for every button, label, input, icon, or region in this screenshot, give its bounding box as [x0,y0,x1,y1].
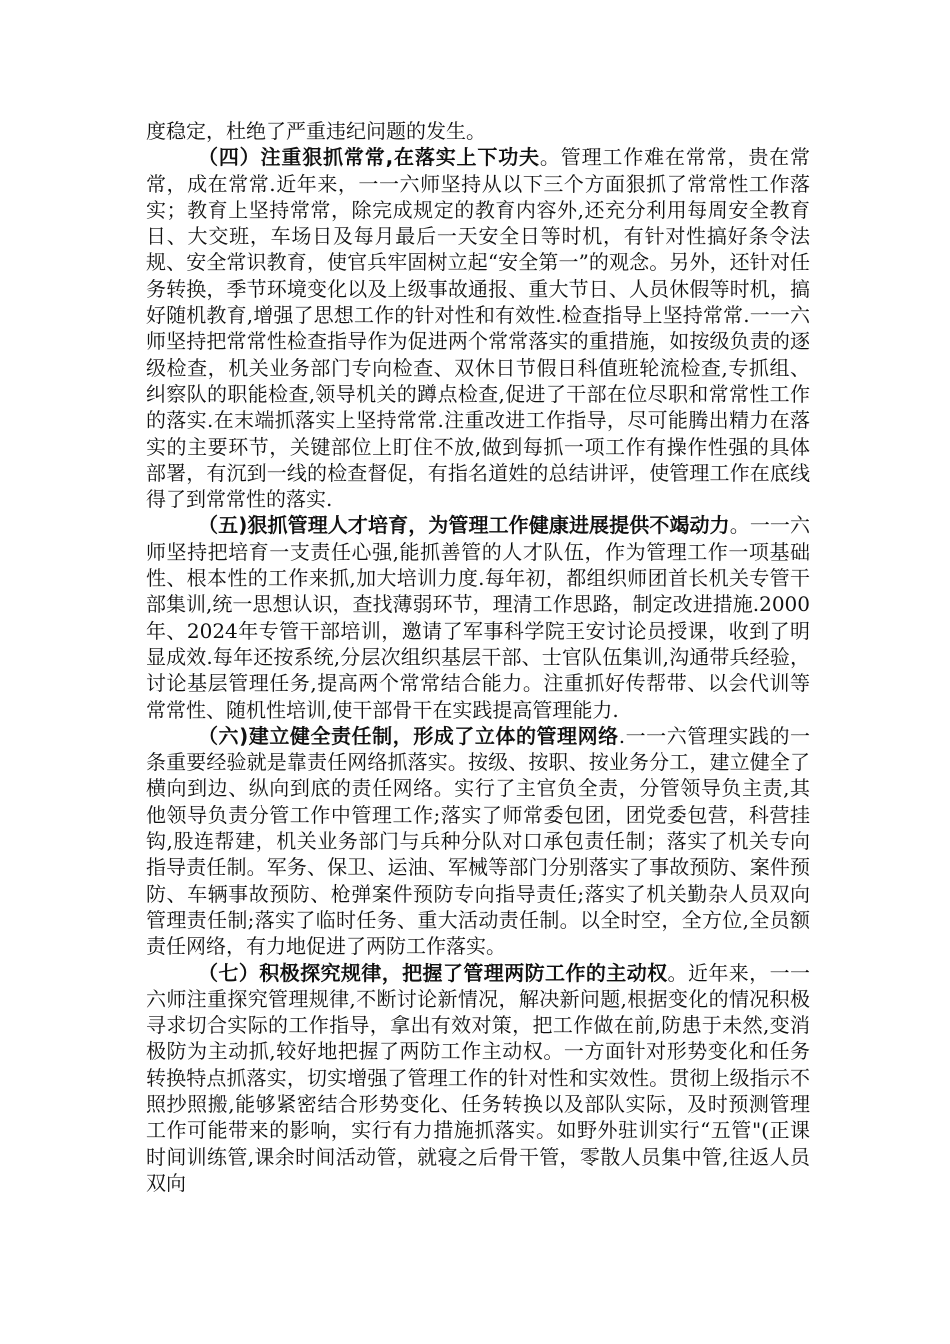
paragraph-section-7 [146,960,810,1197]
paragraph-body: .一一六管理实践的一条重要经验就是靠责任网络抓落实。按级、按职、按业务分工，建立健全了横向到边、纵向到底的责任网络。实行了主官负全责，分管领导负主责,其他领导负责分管工作中管理工作;落实了师常委包团，团党委包营，科营挂钩,股连帮建，机关业务部门与兵种分队对口承包责任制；落实了机关专向指导责任制。军务、保卫、运油、军械等部门分别落实了事故预防、案件预防、车辆事故预防、枪弹案件预防专向指导责任;落实了机关勤杂人员双向管理责任制;落实了临时任务、重大活动责任制。以全时空，全方位,全员额责任网络，有力地促进了两防工作落实。 [146,723,811,959]
paragraph-body: 。管理工作难在常常，贵在常常，成在常常.近年来，一一六师坚持从以下三个方面狠抓了常常性工作落实；教育上坚持常常，除完成规定的教育内容外,还充分利用每周安全教育日、大交班，车场日及每月最后一天安全日等时机，有针对性搞好条令法规、安全常识教育，使官兵牢固树立起“安全第一”的观念。另外，还针对任务转换，季节环境变化以及上级事故通报、重大节日、人员休假等时机，搞好随机教育,增强了思想工作的针对性和有效性.检查指导上坚持常常.一一六师坚持把常常性检查指导作为促进两个常常落实的重措施，如按级负责的逐级检查，机关业务部门专向检查、双休日节假日科值班轮流检查,专抓组、纠察队的职能检查,领导机关的蹲点检查,促进了干部在位尽职和常常性工作的落实.在末端抓落实上坚持常常.注重改进工作指导，尽可能腾出精力在落实的主要环节，关键部位上盯住不放,做到每抓一项工作有操作性强的具体部署，有沉到一线的检查督促，有指名道姓的总结讲评，使管理工作在底线得了到常常性的落实. [146,145,810,512]
section-heading: （七）积极探究规律，把握了管理两防工作的主动权 [198,960,668,985]
paragraph-section-5 [146,512,810,722]
document-page [146,118,810,1196]
paragraph-continuation [146,118,810,144]
paragraph-body: 。近年来，一一六师注重探究管理规律,不断讨论新情况，解决新问题,根据变化的情况积极寻求切合实际的工作指导，拿出有效对策，把工作做在前,防患于未然,变消极防为主动抓,较好地把握了两防工作主动权。一方面针对形势变化和任务转换特点抓落实，切实增强了管理工作的针对性和实效性。贯彻上级指示不照抄照搬,能够紧密结合形势变化、任务转换以及部队实际，及时预测管理工作可能带来的影响，实行有力措施抓落实。如野外驻训实行“五管"(正课时间训练管,课余时间活动管，就寝之后骨干管，零散人员集中管,往返人员双向 [146,960,811,1195]
paragraph-section-4 [146,144,810,512]
section-heading: （四）注重狠抓常常,在落实上下功夫 [198,145,540,170]
section-heading: （五)狠抓管理人才培育，为管理工作健康进展提供不竭动力 [198,513,730,538]
paragraph-section-6 [146,723,810,960]
section-heading: （六)建立健全责任制，形成了立体的管理网络 [198,723,619,748]
paragraph-body: 。一一六师坚持把培育一支责任心强,能抓善管的人才队伍，作为管理工作一项基础性、根本性的工作来抓,加大培训力度.每年初，都组织师团首长机关专管干部集训,统一思想认识，查找薄弱环节，理清工作思路，制定改进措施.2000年、2024年专管干部培训，邀请了军事科学院王安讨论员授课，收到了明显成效.每年还按系统,分层次组织基层干部、士官队伍集训,沟通带兵经验，讨论基层管理任务,提高两个常常结合能力。注重抓好传帮带、以会代训等常常性、随机性培训,使干部骨干在实践提高管理能力. [146,513,811,722]
paragraph-body: 度稳定，杜绝了严重违纪问题的发生。 [146,119,486,143]
